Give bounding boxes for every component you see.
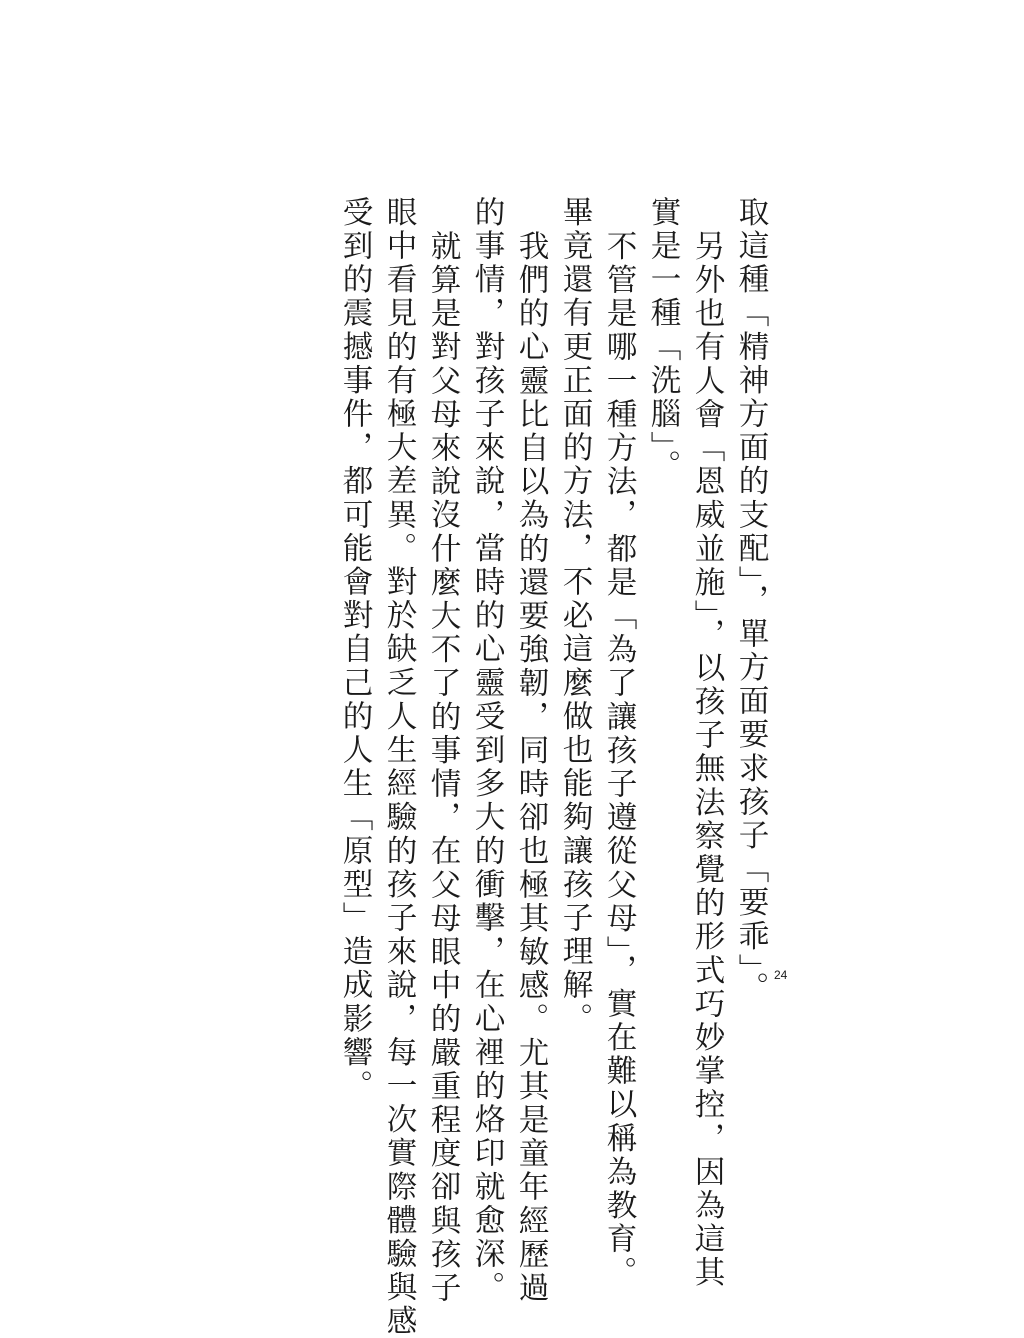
text-line: 就算是對父母來說沒什麼大不了的事情，在父母眼中的嚴重程度卻與孩子 [425,230,460,1306]
text-line: 我們的心靈比自以為的還要強韌，同時卻也極其敏感。尤其是童年經歷過 [513,230,548,1306]
text-line: 畢竟還有更正面的方法，不必這麼做也能夠讓孩子理解。 [557,196,592,1036]
text-line: 實是一種「洗腦」。 [645,196,680,484]
text-line: 的事情，對孩子來說，當時的心靈受到多大的衝擊，在心裡的烙印就愈深。 [469,196,504,1305]
page-number: 24 [774,968,788,982]
text-line: 另外也有人會「恩威並施」，以孩子無法察覺的形式巧妙掌控，因為這其 [689,230,724,1290]
text-line: 受到的震撼事件，都可能會對自己的人生「原型」造成影響。 [337,196,372,1104]
text-line: 不管是哪一種方法，都是「為了讓孩子遵從父母」，實在難以稱為教育。 [601,230,636,1290]
text-line: 取這種「精神方面的支配」，單方面要求孩子「要乖」。 [733,196,768,1006]
text-line: 眼中看見的有極大差異。對於缺乏人生經驗的孩子來說，每一次實際體驗與感 [381,196,416,1338]
